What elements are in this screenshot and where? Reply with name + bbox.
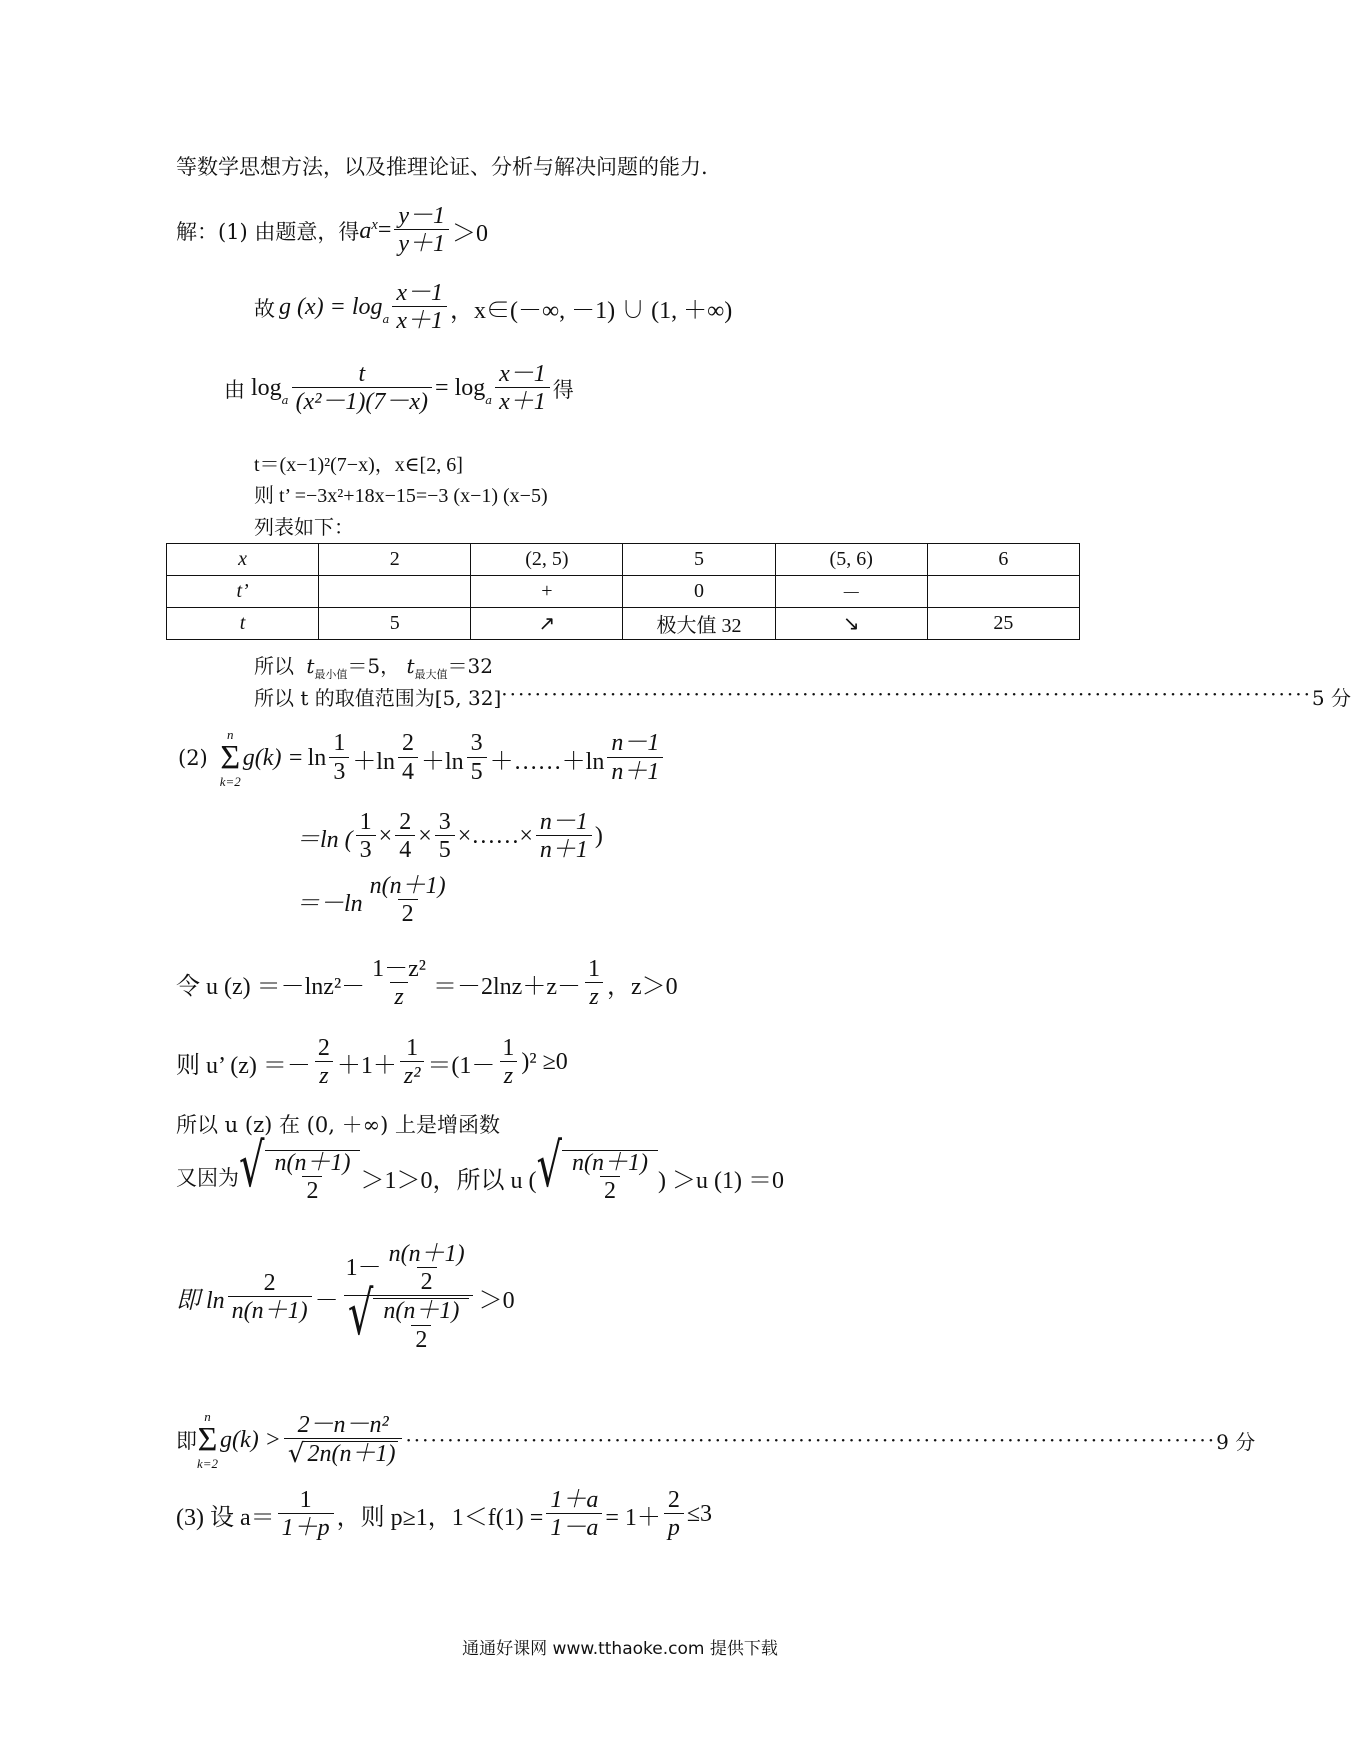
- frac-den: 4: [395, 835, 415, 863]
- part3-mid: ，则 p≥1，1＜f(1) =: [336, 1505, 544, 1532]
- ln-term: ＋……＋ln: [489, 748, 605, 775]
- part1-label: 解：(1) 由题意，得: [176, 219, 360, 244]
- frac-log2: [495, 362, 550, 415]
- frac: [284, 1413, 403, 1468]
- minmax-line: [254, 650, 493, 682]
- frac: [356, 810, 376, 863]
- table-cell: t: [167, 608, 319, 640]
- ln-term: ln: [307, 744, 327, 771]
- part3-mid2: = 1＋: [605, 1505, 661, 1532]
- ln-term: ＋ln: [352, 748, 395, 775]
- because-suffix: ) ＞u (1) ＝0: [657, 1167, 784, 1194]
- frac-den: p: [664, 1513, 684, 1541]
- line2-prefix: ＝ln (: [296, 827, 353, 854]
- sum-symbol: n Σ k=2: [219, 727, 241, 789]
- ji1-line: [176, 1242, 515, 1353]
- t-min: t: [306, 654, 315, 678]
- frac-y-den: y＋1: [394, 229, 449, 257]
- frac-den: 3: [356, 835, 376, 863]
- minus: －: [314, 1287, 339, 1314]
- part2-line2: [296, 810, 603, 863]
- ji1-prefix: 即 ln: [176, 1287, 225, 1314]
- score-9: 9 分: [1216, 1429, 1256, 1454]
- frac-num: 1＋a: [550, 1487, 599, 1513]
- times: ×: [457, 823, 472, 850]
- table-cell: 极大值 32: [623, 608, 775, 640]
- frac-num: 2－n－n²: [297, 1411, 389, 1438]
- table-cell: +: [471, 576, 623, 608]
- frac-log1-den: (x²－1)(7－x): [292, 387, 432, 415]
- table-cell: ↘: [775, 608, 927, 640]
- frac: [228, 1271, 312, 1324]
- frac: [584, 957, 604, 1010]
- table-cell: x: [167, 544, 319, 576]
- because-mid: ＞1＞0，所以 u (: [360, 1167, 537, 1194]
- frac-num: 2: [667, 1487, 680, 1513]
- leader-dots: ·································································································: [405, 1428, 1217, 1452]
- because-prefix: 又因为: [176, 1166, 239, 1191]
- minmax-prefix: 所以: [254, 654, 294, 678]
- because-line: [176, 1131, 784, 1205]
- gk: g(k) >: [220, 1426, 281, 1453]
- frac-den: z: [500, 1061, 517, 1089]
- u-deriv-mid2: ＝(1－: [427, 1053, 496, 1080]
- big-frac-den: [344, 1280, 473, 1353]
- sum-bot: k=2: [219, 774, 241, 789]
- frac: [385, 1242, 469, 1295]
- leader-dots: ·································································································: [501, 682, 1312, 706]
- table-cell: (2, 5): [471, 544, 623, 576]
- frac-gx-num: x－1: [396, 280, 444, 306]
- frac-den: n＋1: [536, 835, 592, 863]
- part2-line1: [178, 728, 666, 788]
- frac-num: 1: [333, 730, 346, 757]
- frac-den: 5: [435, 835, 455, 863]
- frac-num: n(n＋1): [571, 1150, 648, 1176]
- part1-line1: [176, 204, 488, 257]
- footer-text: 通通好课网 www.tthaoke.com 提供下载: [462, 1639, 778, 1659]
- frac: [379, 1299, 463, 1352]
- frac-num: n(n＋1): [383, 1298, 460, 1325]
- sqrt: √ $\frac{n(n+1)}{2}$: [536, 1150, 657, 1204]
- frac-y: [394, 204, 449, 257]
- gk: g(k) =: [242, 744, 304, 771]
- part3-prefix: (3) 设 a＝: [176, 1505, 275, 1532]
- frac-num: 2: [401, 730, 414, 757]
- t-expr: t＝(x−1)²(7−x)，x∈[2, 6]: [254, 454, 463, 476]
- frac-den: 2n(n＋1): [304, 1441, 398, 1467]
- sum-symbol: n Σ k=2: [197, 1409, 219, 1471]
- log-suffix: 得: [552, 377, 574, 402]
- gt-zero: ＞0: [452, 221, 489, 248]
- frac: [435, 810, 455, 863]
- log-line: [224, 362, 574, 415]
- gx-line: [254, 281, 732, 334]
- table-cell: 5: [319, 608, 471, 640]
- table-cell: －: [775, 576, 927, 608]
- frac-den: 2: [411, 1325, 431, 1353]
- part2-label: (2): [178, 746, 208, 770]
- table-cell: t’: [167, 576, 319, 608]
- sqrt: √ $\frac{n(n+1)}{2}$: [239, 1150, 360, 1204]
- frac-num: n(n＋1): [274, 1150, 351, 1176]
- sum-top: n: [204, 1409, 211, 1424]
- frac-num: 1: [359, 809, 372, 835]
- frac-num: n－1: [611, 730, 660, 757]
- frac: [368, 957, 430, 1010]
- frac-log2-den: x＋1: [495, 387, 550, 415]
- frac: [395, 810, 415, 863]
- frac: [329, 731, 349, 784]
- frac-den: z: [585, 982, 602, 1010]
- frac: [664, 1488, 684, 1541]
- part2-line3: [296, 874, 453, 927]
- range-line: [254, 682, 1351, 711]
- frac: [271, 1151, 355, 1204]
- frac-den: 2: [417, 1267, 437, 1295]
- part3-suffix: ≤3: [686, 1501, 713, 1528]
- frac: [400, 1036, 425, 1089]
- u-def-suffix: ，z＞0: [607, 974, 678, 1001]
- times: ×: [418, 823, 432, 850]
- table-row: [167, 576, 1080, 608]
- sum-top: n: [227, 727, 234, 742]
- frac-log2-num: x－1: [499, 361, 546, 387]
- table-row: [167, 608, 1080, 640]
- frac: [366, 874, 450, 927]
- frac-num: n(n＋1): [369, 873, 446, 899]
- frac-log1-num: t: [358, 361, 366, 387]
- frac-den: 2: [302, 1176, 322, 1204]
- u-deriv-suffix: )² ≥0: [521, 1049, 568, 1076]
- log2-base: a: [485, 393, 493, 408]
- equals: =: [377, 217, 392, 244]
- table-cell: 5: [623, 544, 775, 576]
- increasing-line: 所以 u (z) 在 (0, ＋∞) 上是增函数: [176, 1113, 500, 1137]
- table-intro: 列表如下：: [254, 515, 354, 539]
- max-val: ＝32: [447, 654, 493, 678]
- table-cell: 6: [927, 544, 1079, 576]
- frac: [498, 1036, 518, 1089]
- table-cell: 0: [623, 576, 775, 608]
- line3-prefix: ＝－ln: [296, 891, 363, 918]
- u-def-mid: ＝－2lnz＋z－: [433, 974, 581, 1001]
- frac-num: 1: [588, 956, 600, 982]
- sqrt: √ 2n(n＋1): [288, 1441, 399, 1467]
- log-prefix: 由: [224, 377, 245, 402]
- table-row: [167, 544, 1080, 576]
- frac-num: 2: [263, 1269, 276, 1296]
- frac-num: 3: [438, 809, 451, 835]
- times: ×: [378, 823, 393, 850]
- gx-expr: g (x) = log: [279, 294, 383, 321]
- u-def-prefix: 令 u (z) ＝－lnz²－: [176, 974, 366, 1001]
- ln-term: ＋ln: [420, 748, 464, 775]
- frac: [568, 1151, 652, 1204]
- tp-expr: 则 t’ =−3x²+18x−15=−3 (x−1) (x−5): [254, 485, 548, 507]
- frac-num: 3: [470, 730, 483, 757]
- frac-num: 1: [406, 1035, 419, 1061]
- log1: log: [251, 375, 282, 402]
- log2: = log: [435, 375, 486, 402]
- frac: [467, 731, 487, 784]
- frac-den: z: [315, 1061, 332, 1089]
- gx-prefix: 故: [254, 296, 275, 321]
- frac-den: 2: [398, 899, 418, 927]
- ellipsis: ……: [471, 823, 520, 850]
- frac-den: n＋1: [607, 757, 663, 785]
- score-5: 5 分: [1311, 686, 1351, 710]
- frac-den: 3: [329, 757, 349, 785]
- min-val: ＝5，: [347, 654, 401, 678]
- frac-den: 2: [600, 1176, 620, 1204]
- part3-line: [176, 1488, 712, 1541]
- max-sub: 最大值: [414, 668, 448, 681]
- log1-base: a: [281, 393, 289, 408]
- frac-num: 2: [317, 1035, 330, 1061]
- frac: [314, 1036, 334, 1089]
- bignum-pre: 1－: [345, 1255, 382, 1282]
- frac-den: z²: [400, 1061, 425, 1089]
- gx-domain: ，x∈(－∞, －1) ∪ (1, ＋∞): [450, 298, 733, 325]
- ax-base: a: [359, 217, 372, 244]
- frac-num: 1－z²: [372, 956, 427, 982]
- ax: [359, 217, 377, 245]
- sqrt: √ $\frac{n(n+1)}{2}$: [348, 1298, 469, 1352]
- u-deriv-mid: ＋1＋: [336, 1053, 397, 1080]
- frac-den: 5: [467, 757, 487, 785]
- frac-den: z: [390, 982, 407, 1010]
- ji2-prefix: 即: [176, 1429, 197, 1453]
- frac-den: 1＋p: [278, 1513, 334, 1541]
- variation-table: [166, 543, 1080, 640]
- intro-text: 等数学思想方法，以及推理论证、分析与解决问题的能力.: [176, 155, 708, 179]
- gx-base: a: [382, 312, 390, 327]
- frac: [607, 731, 663, 784]
- frac-num: n－1: [539, 809, 588, 835]
- table-cell: 25: [927, 608, 1079, 640]
- sum-bot: k=2: [197, 1456, 219, 1471]
- u-deriv-prefix: 则 u’ (z) ＝－: [176, 1053, 311, 1080]
- table-cell: (5, 6): [775, 544, 927, 576]
- ax-exp: x: [371, 216, 378, 233]
- frac-gx-den: x＋1: [392, 306, 447, 334]
- table-cell: ↗: [471, 608, 623, 640]
- frac-num: 1: [502, 1035, 515, 1061]
- range-text: 所以 t 的取值范围为[5, 32]: [254, 686, 502, 710]
- table-cell: [319, 576, 471, 608]
- frac-den: n(n＋1): [228, 1296, 312, 1324]
- u-deriv-line: [176, 1036, 568, 1089]
- table-cell: [927, 576, 1079, 608]
- frac-num: 2: [399, 809, 412, 835]
- ji2-line: [176, 1409, 1256, 1471]
- frac-num: n(n＋1): [388, 1241, 465, 1267]
- frac-den: 1－a: [546, 1513, 602, 1541]
- frac: [398, 731, 418, 784]
- frac-y-num: y－1: [398, 203, 446, 229]
- ji1-suffix: ＞0: [478, 1287, 515, 1314]
- frac-log1: [292, 362, 432, 415]
- min-sub: 最小值: [314, 668, 348, 681]
- frac: [278, 1488, 334, 1541]
- frac-den: 4: [398, 757, 418, 785]
- line2-suffix: ): [594, 823, 603, 850]
- frac: [546, 1488, 602, 1541]
- times: ×: [519, 823, 533, 850]
- table-cell: 2: [319, 544, 471, 576]
- frac-gx: [392, 281, 447, 334]
- big-frac: [342, 1242, 476, 1353]
- t-max: t: [406, 654, 415, 678]
- u-def-line: [176, 957, 678, 1010]
- frac: [536, 810, 592, 863]
- frac-num: 1: [299, 1487, 312, 1513]
